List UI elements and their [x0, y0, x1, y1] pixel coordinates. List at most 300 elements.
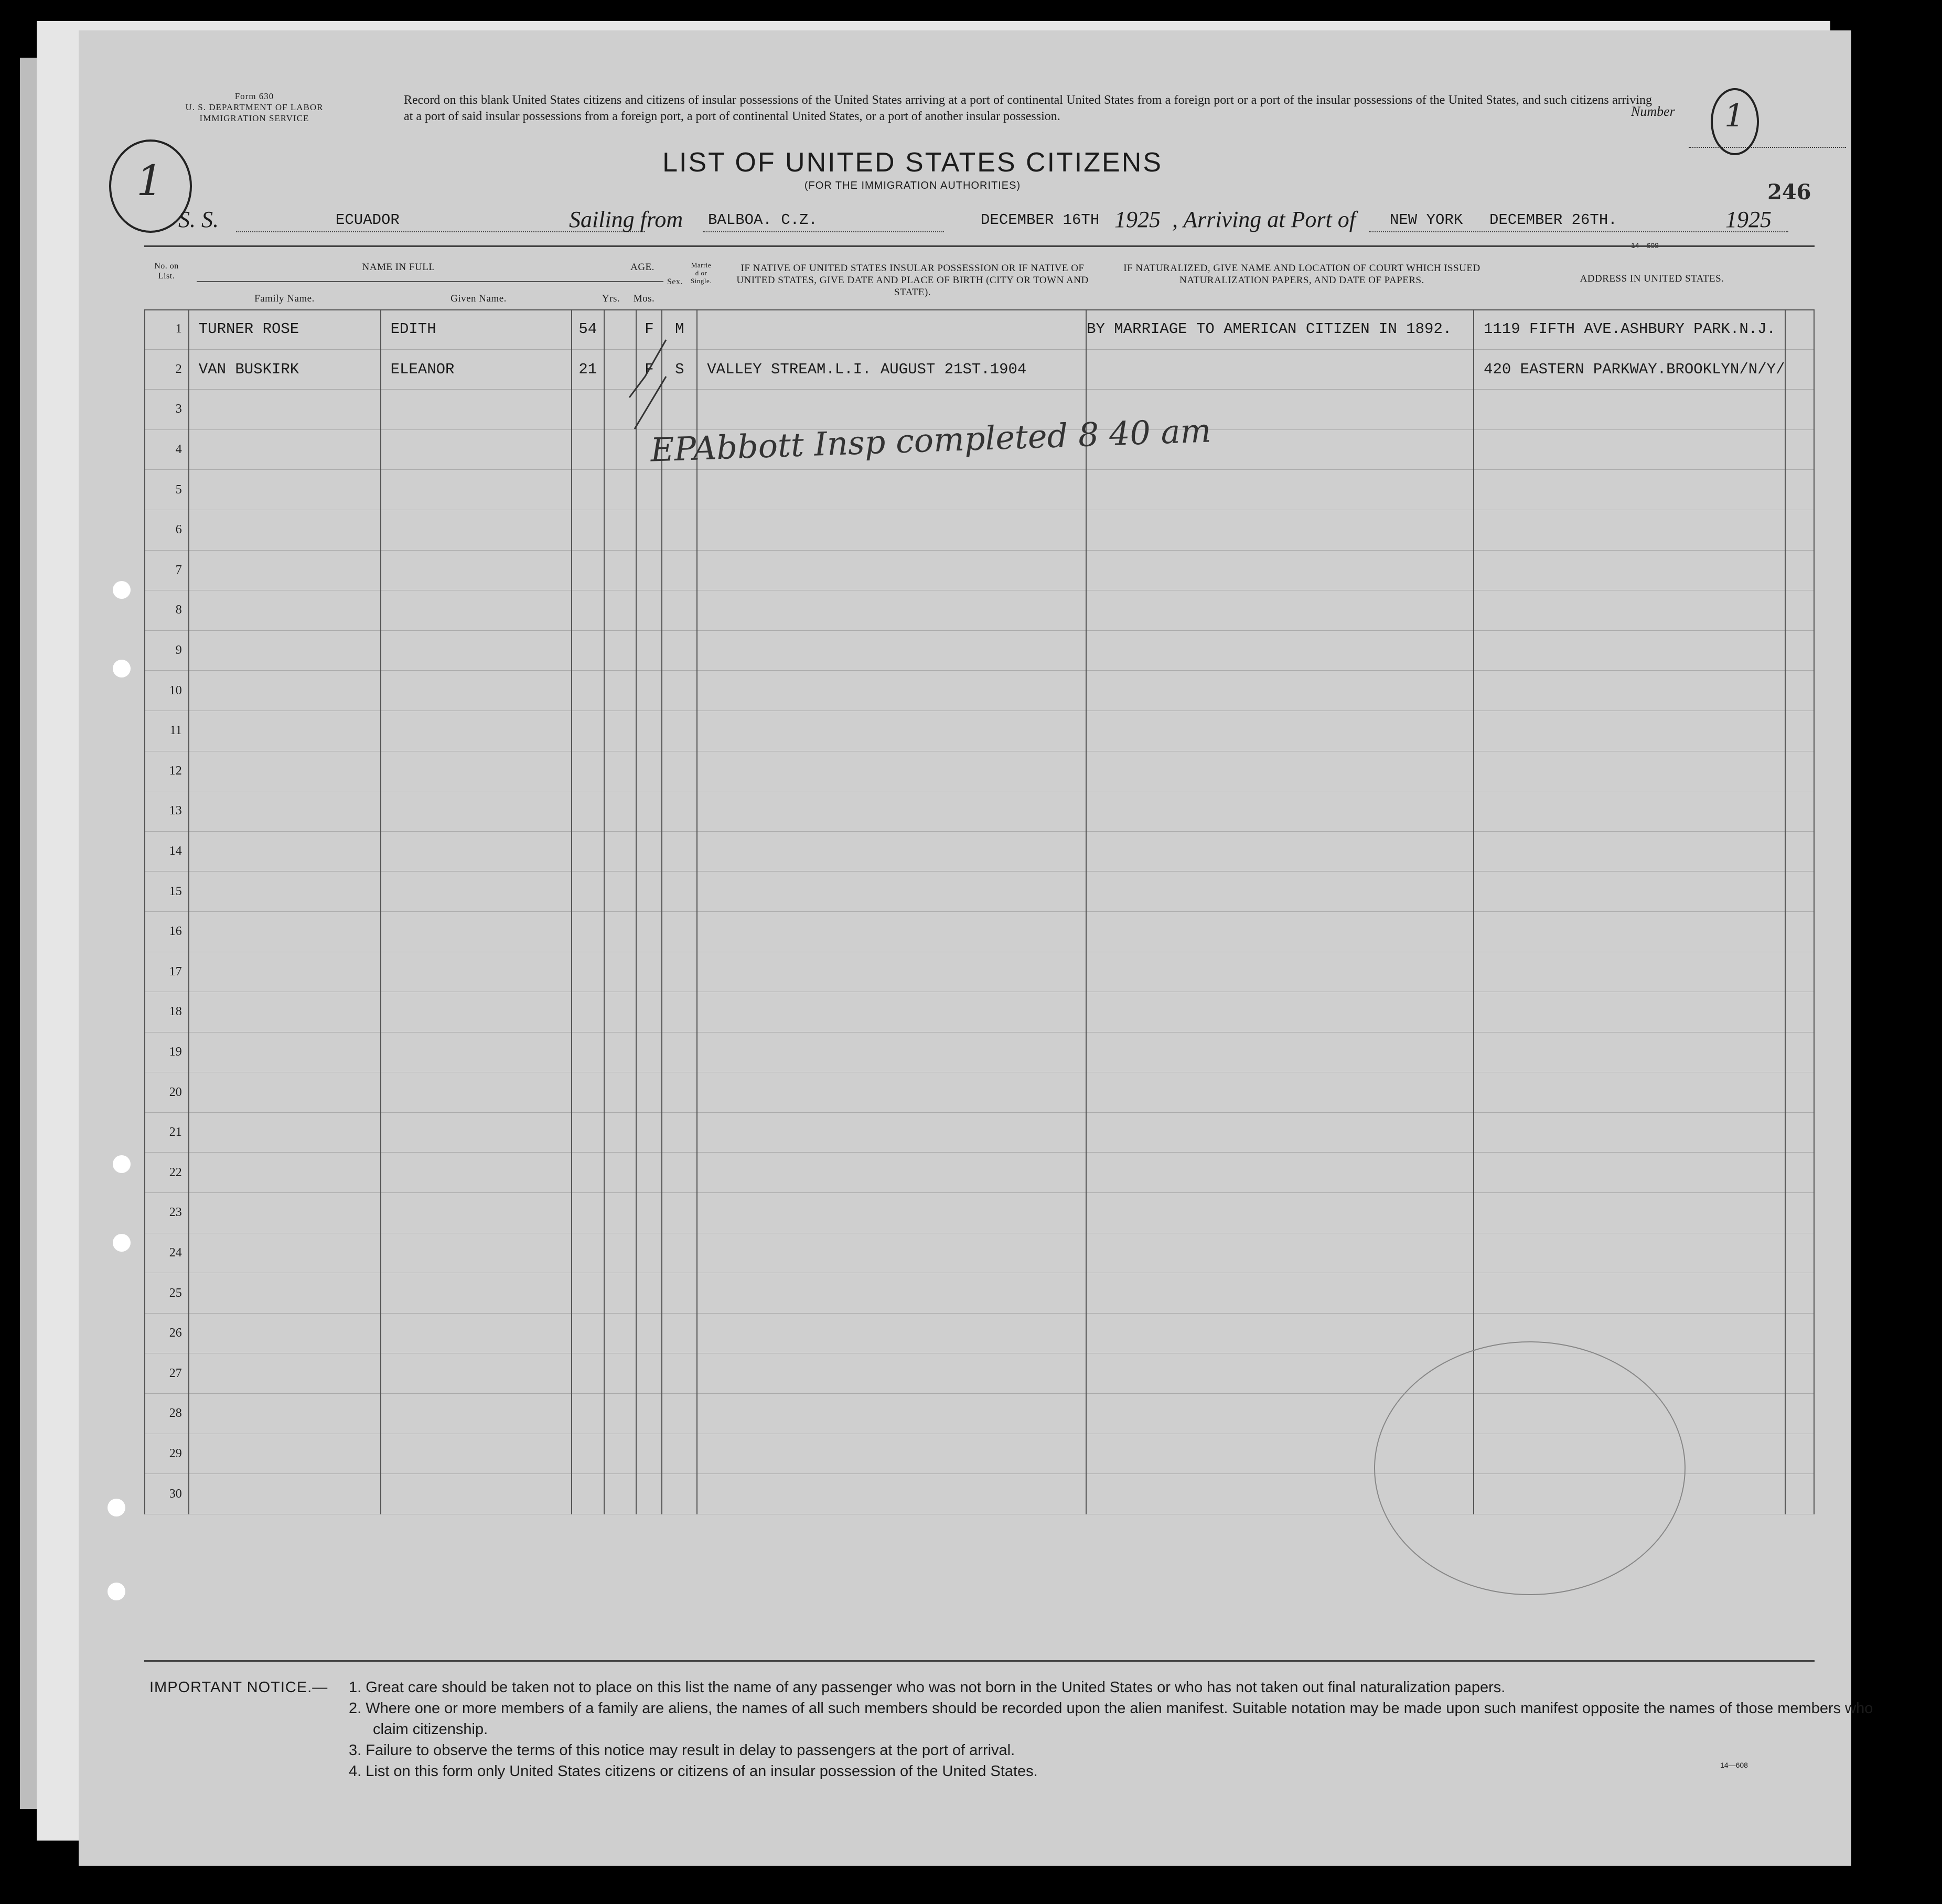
cell-given [381, 671, 572, 711]
cell-sex: F [636, 309, 662, 349]
table-row [145, 1072, 1814, 1113]
cell-mos [604, 630, 636, 671]
cell-extra [1785, 510, 1814, 550]
cell-mos [604, 510, 636, 550]
cell-naturalized [1086, 1313, 1474, 1353]
cell-yrs [572, 1193, 604, 1233]
cell-family [189, 1353, 381, 1394]
cell-yrs [572, 911, 604, 952]
cell-native [697, 992, 1086, 1032]
cell-given [381, 751, 572, 791]
cell-no: 9 [145, 630, 189, 671]
sailing-port: BALBOA. C.Z. [708, 211, 818, 229]
cell-no: 3 [145, 390, 189, 430]
cell-native [697, 791, 1086, 832]
notice-items [349, 1677, 1880, 1782]
cell-family [189, 590, 381, 631]
cell-naturalized [1086, 952, 1474, 992]
cell-naturalized [1086, 751, 1474, 791]
table-row [145, 349, 1814, 390]
cell-extra [1785, 1193, 1814, 1233]
col-header-married: Married or Single. [691, 261, 712, 285]
cell-given [381, 711, 572, 751]
cell-married [662, 831, 697, 872]
cell-extra [1785, 470, 1814, 510]
cell-family [189, 911, 381, 952]
cell-family [189, 510, 381, 550]
cell-sex [636, 1233, 662, 1273]
cell-mos [604, 1474, 636, 1514]
cell-sex [636, 510, 662, 550]
cell-native [697, 309, 1086, 349]
cell-no: 29 [145, 1434, 189, 1474]
cell-sex [636, 1112, 662, 1153]
cell-naturalized [1086, 1032, 1474, 1072]
cell-family [189, 1394, 381, 1434]
cell-sex [636, 751, 662, 791]
cell-yrs [572, 872, 604, 912]
table-row [145, 872, 1814, 912]
cell-no: 30 [145, 1474, 189, 1514]
cell-address [1474, 390, 1785, 430]
cell-given [381, 1072, 572, 1113]
cell-family [189, 1153, 381, 1193]
cell-extra [1785, 1394, 1814, 1434]
cell-naturalized [1086, 349, 1474, 390]
table-row [145, 671, 1814, 711]
cell-no: 23 [145, 1193, 189, 1233]
cell-family [189, 791, 381, 832]
cell-address [1474, 1153, 1785, 1193]
cell-no: 21 [145, 1112, 189, 1153]
cell-family [189, 429, 381, 470]
col-header-native: IF NATIVE OF UNITED STATES INSULAR POSSESSION OR IF NATIVE OF UNITED STATES, GIVE DATE AND PLACE OF BIRTH (CITY OR TOWN AND STATE). [736, 263, 1089, 298]
cell-mos [604, 831, 636, 872]
cell-extra [1785, 1112, 1814, 1153]
cell-native [697, 550, 1086, 590]
cell-naturalized [1086, 1193, 1474, 1233]
cell-native [697, 1032, 1086, 1072]
arrival-year: 1925 [1725, 207, 1772, 232]
cell-address: 420 EASTERN PARKWAY.BROOKLYN/N/Y/ [1474, 349, 1785, 390]
cell-naturalized [1086, 872, 1474, 912]
table-row [145, 711, 1814, 751]
cell-native [697, 1233, 1086, 1273]
cell-address [1474, 1233, 1785, 1273]
cell-given [381, 1153, 572, 1193]
table-row [145, 911, 1814, 952]
cell-native [697, 671, 1086, 711]
cell-address [1474, 831, 1785, 872]
cell-native [697, 1153, 1086, 1193]
notice-item: 3. Failure to observe the terms of this notice may result in delay to passengers at the port of arrival. [349, 1742, 1015, 1759]
cell-married [662, 470, 697, 510]
cell-no: 20 [145, 1072, 189, 1113]
number-label: Number [1631, 104, 1675, 119]
cell-yrs [572, 992, 604, 1032]
notice-heading: IMPORTANT NOTICE.— [149, 1679, 328, 1696]
cell-family [189, 952, 381, 992]
cell-sex [636, 590, 662, 631]
cell-naturalized [1086, 831, 1474, 872]
cell-extra [1785, 751, 1814, 791]
cell-sex [636, 711, 662, 751]
cell-extra [1785, 630, 1814, 671]
cell-address [1474, 630, 1785, 671]
cell-no: 17 [145, 952, 189, 992]
cell-yrs [572, 1394, 604, 1434]
cell-yrs [572, 630, 604, 671]
cell-extra [1785, 349, 1814, 390]
cell-given [381, 872, 572, 912]
col-header-age: AGE. [630, 262, 655, 273]
cell-no: 13 [145, 791, 189, 832]
table-row [145, 791, 1814, 832]
col-header-family: Family Name. [254, 293, 315, 304]
cell-address [1474, 711, 1785, 751]
cell-family [189, 1233, 381, 1273]
cell-yrs [572, 1032, 604, 1072]
cell-no: 14 [145, 831, 189, 872]
cell-given [381, 1394, 572, 1434]
cell-native [697, 711, 1086, 751]
table-row [145, 831, 1814, 872]
cell-married [662, 550, 697, 590]
circled-mark-text: 1 [136, 156, 163, 205]
cell-family [189, 630, 381, 671]
col-header-mos: Mos. [633, 293, 655, 304]
cell-yrs: 21 [572, 349, 604, 390]
arriving-label: , Arriving at Port of [1172, 207, 1356, 232]
cell-family [189, 1474, 381, 1514]
cell-given [381, 831, 572, 872]
col-header-no: No. on List. [154, 262, 179, 281]
service-name: IMMIGRATION SERVICE [199, 113, 309, 123]
cell-married [662, 1394, 697, 1434]
cell-family [189, 390, 381, 430]
cell-address [1474, 1193, 1785, 1233]
cell-native: VALLEY STREAM.L.I. AUGUST 21ST.1904 [697, 349, 1086, 390]
cell-given [381, 952, 572, 992]
cell-married [662, 510, 697, 550]
page-subtitle: (FOR THE IMMIGRATION AUTHORITIES) [804, 180, 1021, 191]
form-number: Form 630 [234, 91, 274, 101]
cell-given [381, 470, 572, 510]
cell-sex [636, 911, 662, 952]
cell-yrs [572, 831, 604, 872]
cell-yrs [572, 429, 604, 470]
cell-yrs [572, 1353, 604, 1394]
cell-extra [1785, 1313, 1814, 1353]
header-bottom-rule [144, 309, 1815, 310]
table-row [145, 1032, 1814, 1072]
punch-hole [113, 660, 131, 677]
cell-sex [636, 1072, 662, 1113]
cell-family [189, 1193, 381, 1233]
table-row [145, 1233, 1814, 1273]
cell-no: 16 [145, 911, 189, 952]
form-id-block [136, 91, 372, 124]
cell-married [662, 872, 697, 912]
cell-yrs [572, 470, 604, 510]
arrival-port: NEW YORK [1390, 211, 1463, 229]
cell-mos [604, 1193, 636, 1233]
cell-no: 6 [145, 510, 189, 550]
cell-sex [636, 1394, 662, 1434]
cell-family [189, 550, 381, 590]
cell-address [1474, 510, 1785, 550]
cell-address [1474, 590, 1785, 631]
check-marks [624, 308, 671, 434]
inspection-note: EPAbbott Insp completed 8 40 am [650, 411, 1212, 469]
cell-no: 28 [145, 1394, 189, 1434]
cell-family [189, 711, 381, 751]
cell-yrs [572, 390, 604, 430]
col-header-address: ADDRESS IN UNITED STATES. [1580, 273, 1724, 284]
cell-native [697, 510, 1086, 550]
cell-mos [604, 1072, 636, 1113]
cell-given [381, 550, 572, 590]
table-row [145, 751, 1814, 791]
cell-given [381, 1273, 572, 1314]
cell-married [662, 1032, 697, 1072]
sailing-label: Sailing from [569, 207, 683, 232]
notice-item: 4. List on this form only United States citizens or citizens of an insular possession of the United States. [349, 1763, 1038, 1780]
cell-given [381, 630, 572, 671]
cell-family [189, 671, 381, 711]
cell-yrs [572, 711, 604, 751]
cell-mos [604, 1112, 636, 1153]
cell-native [697, 1313, 1086, 1353]
stamp-number: 246 [1767, 180, 1811, 205]
cell-given [381, 1112, 572, 1153]
cell-extra [1785, 952, 1814, 992]
table-row [145, 1112, 1814, 1153]
cell-married [662, 630, 697, 671]
cell-yrs [572, 952, 604, 992]
name-header-rule [197, 281, 663, 282]
cell-naturalized [1086, 510, 1474, 550]
cell-given [381, 390, 572, 430]
cell-mos [604, 1273, 636, 1314]
cell-no: 19 [145, 1032, 189, 1072]
cell-mos [604, 1353, 636, 1394]
cell-address [1474, 1032, 1785, 1072]
cell-extra [1785, 1233, 1814, 1273]
cell-mos [604, 1032, 636, 1072]
cell-extra [1785, 1434, 1814, 1474]
cell-naturalized [1086, 911, 1474, 952]
cell-native [697, 911, 1086, 952]
cell-married [662, 791, 697, 832]
cell-family [189, 751, 381, 791]
cell-yrs [572, 1153, 604, 1193]
cell-married [662, 911, 697, 952]
cell-mos [604, 550, 636, 590]
cell-address: 1119 FIFTH AVE.ASHBURY PARK.N.J. [1474, 309, 1785, 349]
table-row [145, 952, 1814, 992]
col-header-given: Given Name. [450, 293, 507, 304]
col-header-naturalized: IF NATURALIZED, GIVE NAME AND LOCATION OF COURT WHICH ISSUED NATURALIZATION PAPERS, AND DATE OF PAPERS. [1123, 263, 1480, 286]
cell-mos [604, 1394, 636, 1434]
cell-given [381, 1193, 572, 1233]
cell-extra [1785, 390, 1814, 430]
table-row [145, 992, 1814, 1032]
cell-naturalized [1086, 671, 1474, 711]
cell-address [1474, 470, 1785, 510]
cell-sex [636, 1193, 662, 1233]
cell-address [1474, 791, 1785, 832]
cell-given [381, 1353, 572, 1394]
cell-naturalized [1086, 630, 1474, 671]
arrival-date: DECEMBER 26TH. [1489, 211, 1617, 229]
cell-married [662, 1072, 697, 1113]
cell-no: 11 [145, 711, 189, 751]
cell-mos [604, 911, 636, 952]
cell-no: 2 [145, 349, 189, 390]
cell-extra [1785, 1474, 1814, 1514]
cell-address [1474, 550, 1785, 590]
cell-mos [604, 1153, 636, 1193]
print-code-bottom: 14—608 [1720, 1761, 1748, 1769]
cell-extra [1785, 1273, 1814, 1314]
punch-hole [113, 1234, 131, 1252]
table-row [145, 1153, 1814, 1193]
cell-mos [604, 1233, 636, 1273]
sailing-line [703, 231, 944, 232]
cell-native [697, 1434, 1086, 1474]
cell-married [662, 1273, 697, 1314]
cell-married [662, 1193, 697, 1233]
cell-address [1474, 911, 1785, 952]
cell-naturalized [1086, 550, 1474, 590]
cell-extra [1785, 671, 1814, 711]
cell-address [1474, 671, 1785, 711]
cell-given: ELEANOR [381, 349, 572, 390]
cell-yrs [572, 1273, 604, 1314]
cell-native [697, 872, 1086, 912]
cell-family [189, 831, 381, 872]
cell-sex: F [636, 349, 662, 390]
cell-no: 7 [145, 550, 189, 590]
cell-address [1474, 1273, 1785, 1314]
cell-yrs [572, 1474, 604, 1514]
cell-extra [1785, 911, 1814, 952]
cell-mos [604, 872, 636, 912]
cell-naturalized [1086, 791, 1474, 832]
cell-sex [636, 831, 662, 872]
cell-no: 18 [145, 992, 189, 1032]
cell-family [189, 872, 381, 912]
manifest-page [79, 30, 1873, 1866]
cell-given [381, 1032, 572, 1072]
cell-native [697, 831, 1086, 872]
cell-no: 12 [145, 751, 189, 791]
cell-extra [1785, 1072, 1814, 1113]
cell-family [189, 1434, 381, 1474]
cell-given [381, 510, 572, 550]
table-row [145, 1193, 1814, 1233]
cell-given: EDITH [381, 309, 572, 349]
cell-family [189, 1032, 381, 1072]
cell-native [697, 1394, 1086, 1434]
cell-given [381, 1434, 572, 1474]
cell-sex [636, 791, 662, 832]
cell-address [1474, 751, 1785, 791]
cell-native [697, 1112, 1086, 1153]
cell-mos [604, 429, 636, 470]
table-row [145, 1273, 1814, 1314]
cell-mos [604, 470, 636, 510]
cell-naturalized [1086, 711, 1474, 751]
cell-extra [1785, 831, 1814, 872]
col-header-sex: Sex. [667, 277, 683, 286]
cell-given [381, 992, 572, 1032]
col-header-name-in-full: NAME IN FULL [362, 262, 435, 273]
table-row [145, 510, 1814, 550]
cell-no: 15 [145, 872, 189, 912]
cell-no: 25 [145, 1273, 189, 1314]
cell-no: 26 [145, 1313, 189, 1353]
cell-married [662, 711, 697, 751]
punch-hole [113, 1155, 131, 1173]
passenger-table [144, 309, 1815, 1514]
cell-mos [604, 952, 636, 992]
cell-no: 10 [145, 671, 189, 711]
cell-married [662, 671, 697, 711]
cell-sex [636, 470, 662, 510]
cell-sex [636, 872, 662, 912]
cell-married [662, 1313, 697, 1353]
cell-extra [1785, 550, 1814, 590]
cell-naturalized: BY MARRIAGE TO AMERICAN CITIZEN IN 1892. [1086, 309, 1474, 349]
cell-extra [1785, 872, 1814, 912]
cell-yrs [572, 510, 604, 550]
cell-mos [604, 751, 636, 791]
col-header-yrs: Yrs. [602, 293, 620, 304]
table-row [145, 470, 1814, 510]
cell-sex [636, 1313, 662, 1353]
ship-name: ECUADOR [336, 211, 400, 229]
cell-native [697, 590, 1086, 631]
cell-no: 27 [145, 1353, 189, 1394]
cell-extra [1785, 711, 1814, 751]
cell-sex [636, 1353, 662, 1394]
notice-item: 1. Great care should be taken not to place on this list the name of any passenger who was not born in the United States or who has not taken out final naturalization papers. [349, 1679, 1506, 1696]
table-row [145, 550, 1814, 590]
table-row [145, 309, 1814, 349]
cell-family [189, 1072, 381, 1113]
ss-label: S. S. [178, 207, 219, 232]
cell-native [697, 1474, 1086, 1514]
cell-yrs [572, 1434, 604, 1474]
faint-oval-stamp [1374, 1341, 1686, 1595]
cell-native [697, 1193, 1086, 1233]
cell-native [697, 630, 1086, 671]
cell-sex [636, 1434, 662, 1474]
cell-native [697, 1353, 1086, 1394]
cell-mos [604, 992, 636, 1032]
cell-sex [636, 630, 662, 671]
cell-married [662, 751, 697, 791]
cell-married [662, 952, 697, 992]
cell-naturalized [1086, 1072, 1474, 1113]
cell-native [697, 1072, 1086, 1113]
cell-sex [636, 1032, 662, 1072]
cell-yrs [572, 1072, 604, 1113]
cell-address [1474, 872, 1785, 912]
cell-extra [1785, 992, 1814, 1032]
